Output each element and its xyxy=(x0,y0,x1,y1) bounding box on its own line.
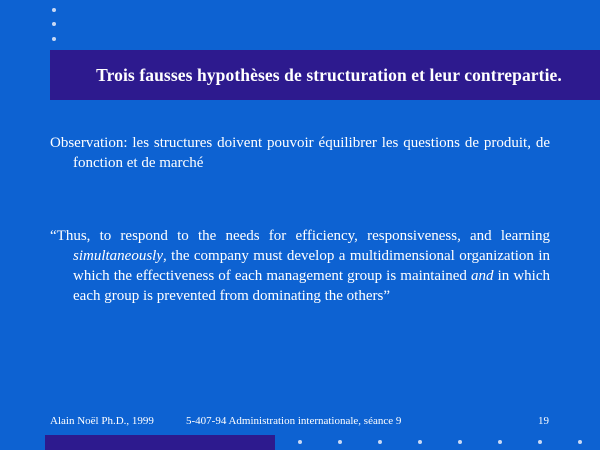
observation-text: Observation: les structures doivent pouvoir équilibrer les questions de produit, de fonction et de marché xyxy=(50,135,550,171)
title-bar xyxy=(50,50,600,100)
bottom-bar xyxy=(45,435,275,450)
decorative-dot xyxy=(338,440,342,444)
quote-emphasis-1: simultaneously xyxy=(73,248,163,264)
footer-course: 5-407-94 Administration internationale, séance 9 xyxy=(186,415,402,427)
decorative-dot xyxy=(52,8,56,12)
decorative-dot xyxy=(378,440,382,444)
decorative-dot xyxy=(538,440,542,444)
decorative-dot xyxy=(458,440,462,444)
page-number: 19 xyxy=(538,415,549,427)
decorative-dot xyxy=(498,440,502,444)
decorative-dot xyxy=(418,440,422,444)
quote-part-1: “Thus, to respond to the needs for efficiency, responsiveness, and learning xyxy=(50,228,550,244)
decorative-dot xyxy=(298,440,302,444)
decorative-dot xyxy=(52,22,56,26)
quote-part-3: in which each group is prevented from dominating the others” xyxy=(73,268,550,304)
quote-emphasis-2: and xyxy=(471,268,494,284)
quote-text xyxy=(50,226,550,306)
footer-author: Alain Noël Ph.D., 1999 xyxy=(50,415,154,427)
decorative-dot xyxy=(578,440,582,444)
slide-title: Trois fausses hypothèses de structuration et leur contrepartie. xyxy=(96,64,562,85)
decorative-dot xyxy=(52,37,56,41)
quote-part-2: , the company must develop a multidimensional organization in which the effectiveness of each management group is maintained xyxy=(73,248,550,284)
